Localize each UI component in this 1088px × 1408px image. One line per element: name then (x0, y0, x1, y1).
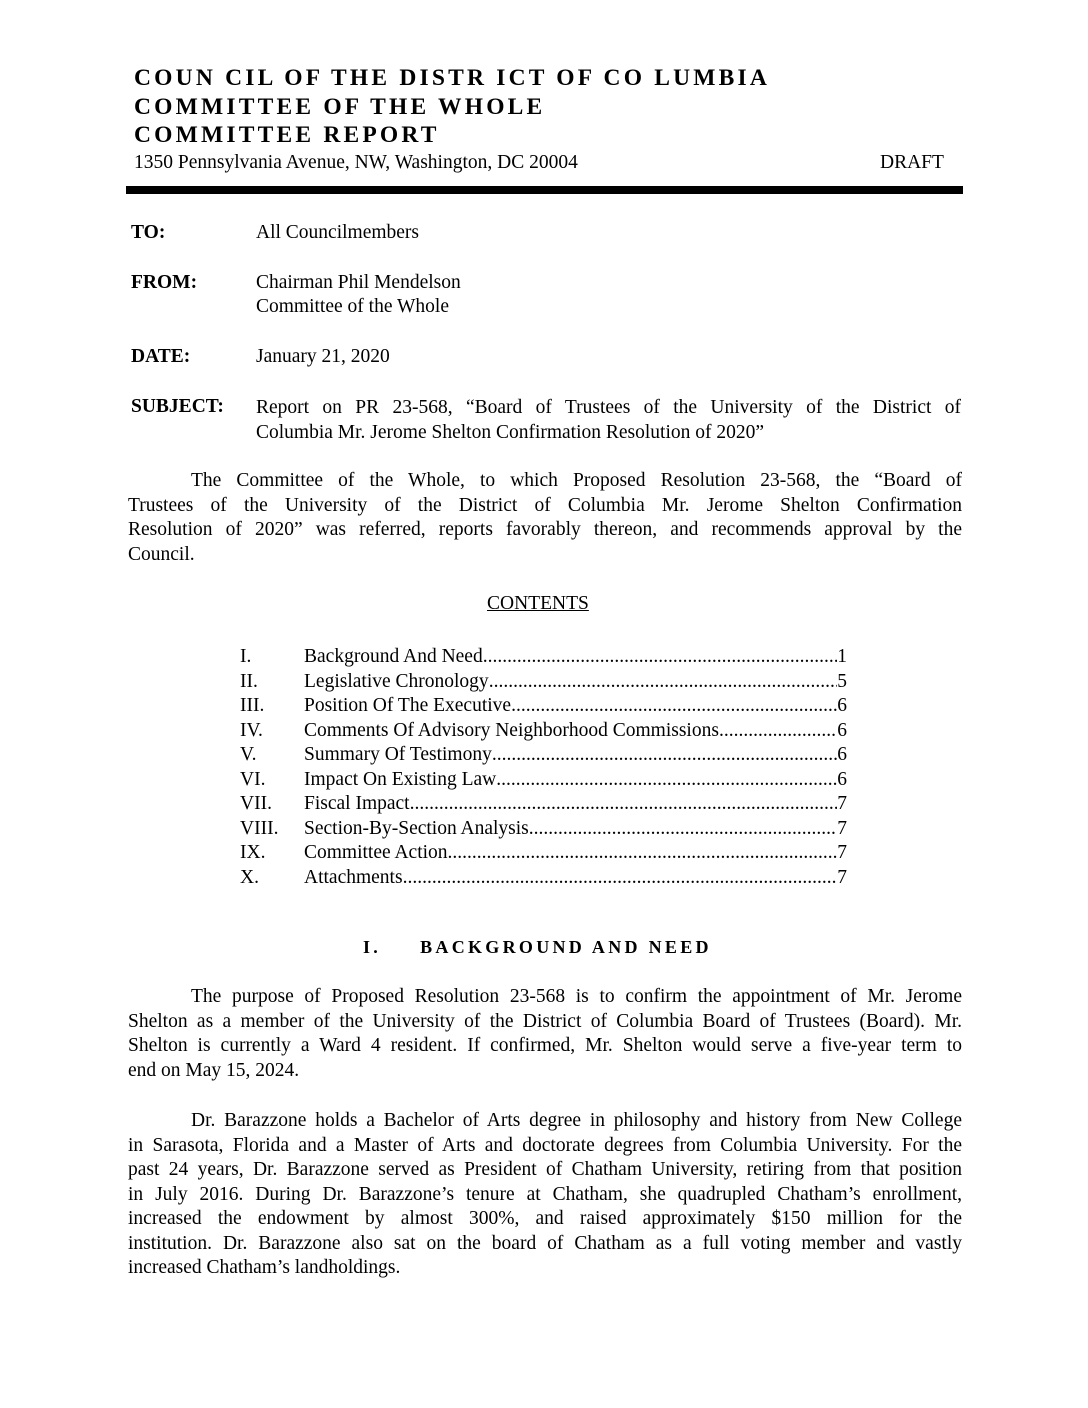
toc-row[interactable] (240, 792, 850, 817)
toc-number: II. (240, 670, 258, 692)
toc-leader (483, 645, 838, 670)
table-of-contents (240, 645, 850, 890)
toc-page: 6 (837, 695, 847, 716)
toc-number: I. (240, 646, 252, 667)
date-value: January 21, 2020 (256, 346, 390, 367)
body-line: Shelton as a member of the University of the District of Columbia Board of Trustees (Board). Mr. (128, 1010, 962, 1032)
toc-page: 6 (837, 744, 847, 765)
toc-label: Comments Of Advisory Neighborhood Commissions (304, 719, 719, 741)
toc-leader (496, 768, 837, 793)
intro-paragraph (128, 469, 962, 567)
from-label: FROM: (131, 272, 198, 293)
from-value-2: Committee of the Whole (256, 296, 449, 317)
background-paragraph-1 (128, 985, 962, 1083)
toc-number: X. (240, 866, 259, 888)
contents-title: CONTENTS (487, 593, 589, 614)
toc-page: 6 (837, 719, 847, 741)
toc-number: V. (240, 744, 257, 765)
toc-number: VI. (240, 768, 266, 790)
toc-number: IX. (240, 842, 266, 863)
body-line: increased Chatham’s landholdings. (128, 1257, 401, 1278)
toc-row[interactable] (240, 645, 850, 670)
intro-line: The Committee of the Whole, to which Proposed Resolution 23-568, the “Board of (191, 470, 962, 491)
toc-label: Section-By-Section Analysis (304, 817, 529, 839)
toc-page: 7 (837, 866, 847, 888)
date-label: DATE: (131, 346, 191, 367)
subject-value (256, 396, 961, 445)
draft-label: DRAFT (880, 152, 944, 173)
body-line: in July 2016. During Dr. Barazzone’s tenure at Chatham, she quadrupled Chatham’s enrollment, (128, 1183, 962, 1205)
toc-number: III. (240, 695, 265, 716)
toc-row[interactable] (240, 719, 850, 744)
committee-heading: COMMITTEE OF THE WHOLE (134, 94, 546, 120)
toc-label: Fiscal Impact (304, 793, 410, 814)
toc-page: 5 (837, 670, 847, 692)
toc-leader (719, 719, 837, 744)
toc-row[interactable] (240, 866, 850, 891)
toc-leader (410, 792, 838, 817)
to-value: All Councilmembers (256, 222, 420, 243)
body-line: past 24 years, Dr. Barazzone served as President of Chatham University, retiring from that position (128, 1159, 962, 1180)
toc-label: Attachments (304, 866, 403, 888)
toc-row[interactable] (240, 694, 850, 719)
toc-label: Committee Action (304, 842, 448, 863)
background-paragraph-2 (128, 1109, 962, 1281)
toc-page: 7 (837, 793, 847, 814)
toc-label: Summary Of Testimony (304, 744, 492, 765)
to-label: TO: (131, 222, 166, 243)
toc-leader (492, 743, 837, 768)
toc-leader (448, 841, 838, 866)
toc-number: VIII. (240, 817, 279, 839)
council-heading: COUN CIL OF THE DISTR ICT OF CO LUMBIA (134, 65, 771, 91)
body-line: institution. Dr. Barazzone also sat on the board of Chatham as a full voting member and vastly (128, 1232, 962, 1254)
toc-page: 7 (837, 817, 847, 839)
intro-line: Resolution of 2020” was referred, reports favorably thereon, and recommends approval by the (128, 519, 962, 540)
body-line: in Sarasota, Florida and a Master of Arts and doctorate degrees from Columbia University. For the (128, 1134, 962, 1156)
toc-leader (511, 694, 837, 719)
toc-row[interactable] (240, 743, 850, 768)
report-heading: COMMITTEE REPORT (134, 122, 440, 148)
toc-label: Background And Need (304, 646, 483, 667)
toc-leader (403, 866, 838, 891)
toc-leader (529, 817, 837, 842)
body-line: end on May 15, 2024. (128, 1059, 300, 1081)
toc-row[interactable] (240, 768, 850, 793)
toc-label: Position Of The Executive (304, 695, 512, 716)
body-line: Shelton is currently a Ward 4 resident. If confirmed, Mr. Shelton would serve a five-year term to (128, 1035, 962, 1056)
body-line: The purpose of Proposed Resolution 23-568 is to confirm the appointment of Mr. Jerome (191, 986, 962, 1007)
toc-label: Impact On Existing Law (304, 768, 497, 790)
intro-line: Trustees of the University of the District of Columbia Mr. Jerome Shelton Confirmation (128, 494, 962, 516)
toc-number: VII. (240, 793, 272, 814)
subject-label: SUBJECT: (131, 396, 224, 417)
header-rule (126, 186, 963, 194)
address-line: 1350 Pennsylvania Avenue, NW, Washington, DC 20004 (134, 152, 578, 173)
toc-number: IV. (240, 719, 263, 741)
section-title: I. BACKGROUND AND NEED (363, 937, 712, 957)
toc-row[interactable] (240, 817, 850, 842)
body-line: Dr. Barazzone holds a Bachelor of Arts degree in philosophy and history from New College (191, 1110, 962, 1131)
toc-label: Legislative Chronology (304, 670, 489, 692)
toc-page: 7 (837, 842, 847, 863)
toc-leader (489, 670, 838, 695)
toc-page: 6 (837, 768, 847, 790)
toc-row[interactable] (240, 841, 850, 866)
subject-line-1: Report on PR 23-568, “Board of Trustees of the University of the District of (256, 397, 961, 418)
intro-line: Council. (128, 543, 195, 565)
subject-line-2: Columbia Mr. Jerome Shelton Confirmation Resolution of 2020” (256, 421, 765, 443)
toc-row[interactable] (240, 670, 850, 695)
from-value-1: Chairman Phil Mendelson (256, 272, 461, 293)
toc-page: 1 (837, 646, 847, 667)
body-line: increased the endowment by almost 300%, and raised approximately $150 million for the (128, 1208, 962, 1229)
